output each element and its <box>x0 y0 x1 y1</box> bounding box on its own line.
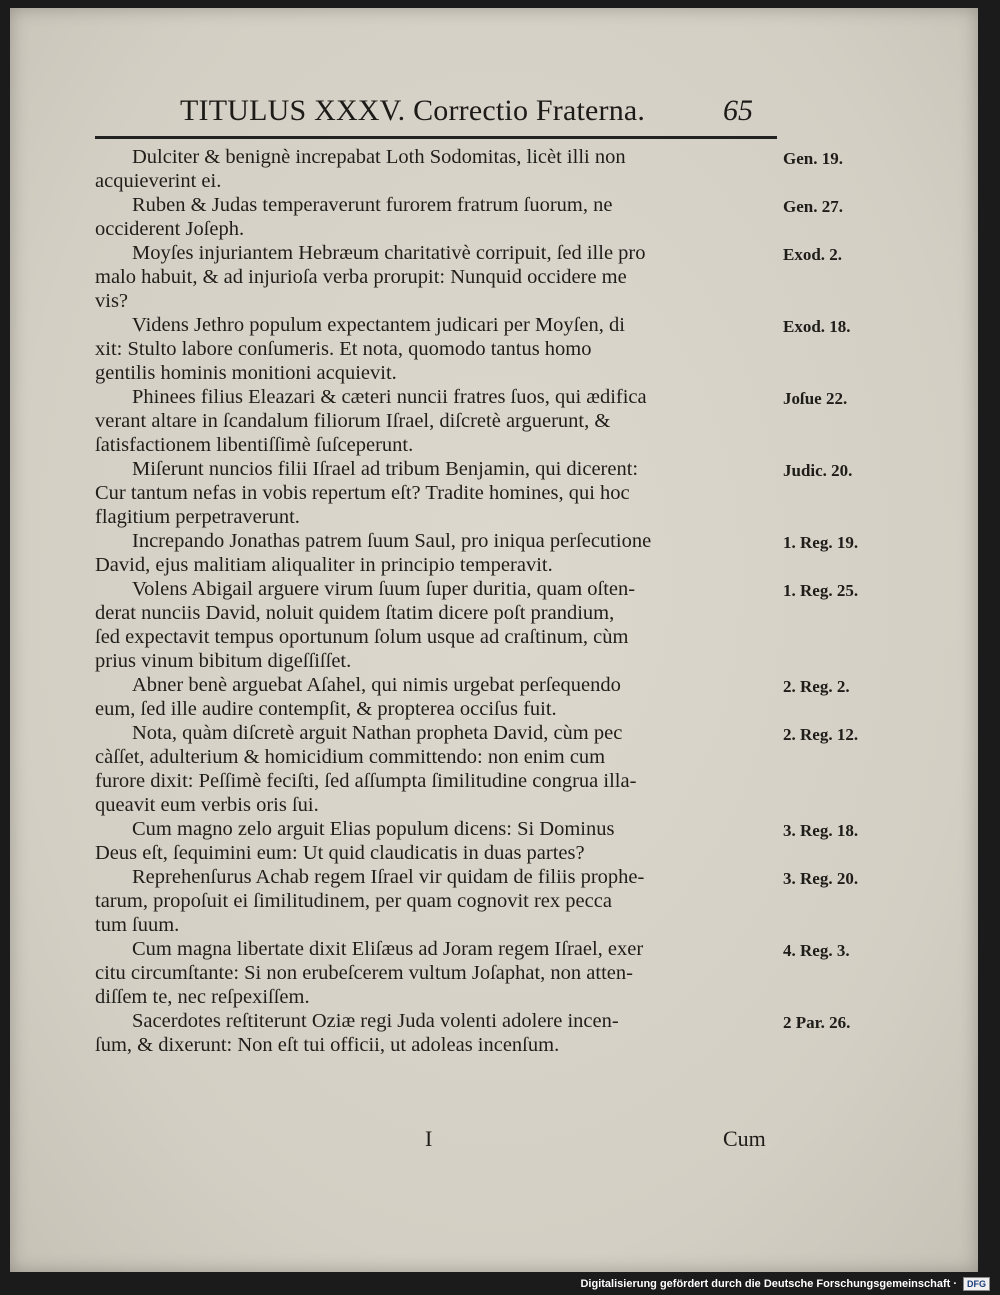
running-head: TITULUS XXXV. Correctio Fraterna. <box>180 94 646 127</box>
text-line: derat nunciis David, noluit quidem ſtatim dicere poſt prandium, <box>95 602 615 624</box>
entry-paragraph <box>95 721 859 817</box>
entry-paragraph <box>95 673 850 721</box>
text-line: furore dixit: Peſſimè feciſti, ſed aſſumpta ſimilitudine congrua illa- <box>95 770 637 792</box>
text-line: Videns Jethro populum expectantem judicari per Moyſen, di <box>132 314 625 336</box>
marginal-reference: Joſue 22. <box>783 389 848 408</box>
entry-paragraph <box>95 457 853 529</box>
text-line: tum ſuum. <box>95 914 180 936</box>
text-line: diſſem te, nec reſpexiſſem. <box>95 986 310 1008</box>
text-line: Moyſes injuriantem Hebræum charitativè corripuit, ſed ille pro <box>132 242 646 264</box>
text-line: Cum magna libertate dixit Eliſæus ad Joram regem Iſrael, exer <box>132 938 644 960</box>
marginal-reference: 1. Reg. 19. <box>783 533 859 552</box>
text-line: occiderent Joſeph. <box>95 218 245 240</box>
marginal-reference: Gen. 19. <box>783 149 843 168</box>
marginal-reference: 1. Reg. 25. <box>783 581 859 600</box>
text-line: Phinees filius Eleazari & cæteri nuncii fratres ſuos, qui ædifica <box>132 386 647 408</box>
signature-mark: I <box>425 1126 433 1151</box>
text-line: Cum magno zelo arguit Elias populum dicens: Si Dominus <box>132 818 615 840</box>
text-line: vis? <box>95 290 129 312</box>
entry-paragraph <box>95 1009 851 1057</box>
text-line: tarum, propoſuit ei ſimilitudinem, per quam cognovit rex pecca <box>95 890 612 912</box>
credit-text: Digitalisierung gefördert durch die Deutsche Forschungsgemeinschaft · <box>580 1278 957 1290</box>
marginal-reference: 3. Reg. 20. <box>783 869 859 888</box>
text-line: citu circumſtante: Si non erubeſcerem vultum Joſaphat, non atten- <box>95 962 633 984</box>
text-line: Dulciter & benignè increpabat Loth Sodomitas, licèt illi non <box>132 146 626 168</box>
text-line: Cur tantum nefas in vobis repertum eſt? Tradite homines, qui hoc <box>95 482 630 504</box>
text-line: acquieverint ei. <box>95 170 222 192</box>
marginal-reference: Judic. 20. <box>783 461 853 480</box>
marginal-reference: 2. Reg. 12. <box>783 725 859 744</box>
entry-paragraph <box>95 241 843 313</box>
text-line: flagitium perpetraverunt. <box>95 506 300 528</box>
entry-paragraph <box>95 577 859 673</box>
marginal-reference: 4. Reg. 3. <box>783 941 850 960</box>
marginal-reference: 2 Par. 26. <box>783 1013 851 1032</box>
book-page <box>10 8 978 1272</box>
text-line: Deus eſt, ſequimini eum: Ut quid claudicatis in duas partes? <box>95 842 585 864</box>
text-line: malo habuit, & ad injurioſa verba prorupit: Nunquid occidere me <box>95 266 627 288</box>
entry-paragraph <box>95 193 843 241</box>
text-line: eum, ſed ille audire contempſit, & propterea occiſus fuit. <box>95 698 557 720</box>
digitization-credit <box>580 1275 990 1293</box>
text-line: ſum, & dixerunt: Non eſt tui officii, ut adoleas incenſum. <box>95 1034 560 1056</box>
entry-paragraph <box>95 817 859 865</box>
text-line: Ruben & Judas temperaverunt furorem fratrum ſuorum, ne <box>132 194 613 216</box>
text-line: Miſerunt nuncios filii Iſrael ad tribum Benjamin, qui dicerent: <box>132 458 639 480</box>
entry-paragraph <box>95 145 843 193</box>
text-line: càſſet, adulterium & homicidium committendo: non enim cum <box>95 746 606 768</box>
text-line: ſed expectavit tempus oportunum ſolum usque ad craſtinum, cùm <box>95 626 629 648</box>
marginal-reference: Exod. 2. <box>783 245 843 264</box>
entry-paragraph <box>95 385 848 457</box>
text-line: gentilis hominis monitioni acquievit. <box>95 362 397 384</box>
text-line: Nota, quàm diſcretè arguit Nathan propheta David, cùm pec <box>132 722 623 744</box>
text-line: Reprehenſurus Achab regem Iſrael vir quidam de filiis prophe- <box>132 866 645 888</box>
page-footer <box>95 1126 778 1156</box>
entry-paragraph <box>95 937 850 1009</box>
marginal-reference: 3. Reg. 18. <box>783 821 859 840</box>
text-line: prius vinum bibitum digeſſiſſet. <box>95 650 352 672</box>
catchword: Cum <box>723 1126 766 1151</box>
marginal-reference: Exod. 18. <box>783 317 851 336</box>
text-line: xit: Stulto labore conſumeris. Et nota, quomodo tantus homo <box>95 338 592 360</box>
text-line: Increpando Jonathas patrem ſuum Saul, pro iniqua perſecutione <box>132 530 652 552</box>
marginal-reference: Gen. 27. <box>783 197 843 216</box>
text-line: Volens Abigail arguere virum ſuum ſuper duritia, quam oſten- <box>132 578 636 600</box>
header-rule <box>95 136 777 139</box>
text-line: verant altare in ſcandalum filiorum Iſrael, diſcretè arguerunt, & <box>95 410 611 432</box>
text-line: ſatisfactionem libentiſſimè ſuſceperunt. <box>95 434 414 456</box>
entry-paragraph <box>95 529 859 577</box>
text-line: Abner benè arguebat Aſahel, qui nimis urgebat perſequendo <box>132 674 621 696</box>
page-number: 65 <box>723 94 753 127</box>
text-line: queavit eum verbis oris ſui. <box>95 794 319 816</box>
page-header <box>180 88 780 138</box>
body-text <box>95 145 859 1057</box>
text-line: David, ejus malitiam aliqualiter in principio temperavit. <box>95 554 553 576</box>
entry-paragraph <box>95 865 859 937</box>
entry-paragraph <box>95 313 851 385</box>
text-line: Sacerdotes reſtiterunt Oziæ regi Juda volenti adolere incen- <box>132 1010 619 1032</box>
marginal-reference: 2. Reg. 2. <box>783 677 850 696</box>
dfg-logo: DFG <box>963 1277 990 1291</box>
